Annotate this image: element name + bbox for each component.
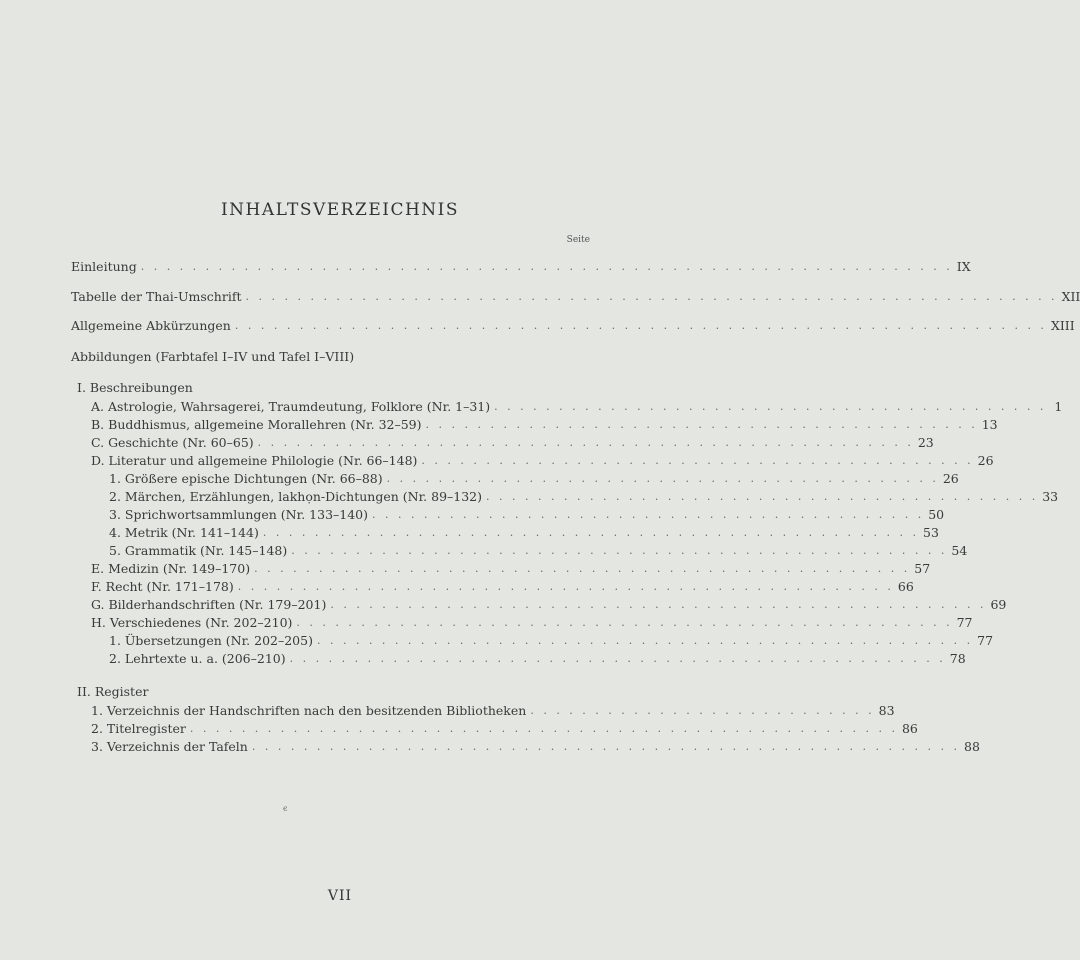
toc-entry[interactable]: [71, 289, 1080, 305]
toc-entry[interactable]: [91, 703, 895, 719]
toc-page-number: 33: [1042, 489, 1059, 504]
toc-entry[interactable]: [91, 399, 1063, 415]
toc-page-number: 23: [917, 435, 934, 450]
leader-dots: . . . . . . . . . . . . . . . . . . . . . . . . . . . . . . . . . . . . . . . . . . . . . . . . . . .: [316, 634, 974, 647]
toc-entry[interactable]: [91, 579, 914, 595]
toc-page-number: 83: [878, 703, 895, 718]
leader-dots: . . . . . . . . . . . . . . . . . . . . . . . . . . . . . . . . . . . . . . . . . . . . . . . . . . .: [254, 562, 911, 575]
toc-entry[interactable]: [91, 615, 973, 631]
section-heading-register: II. Register: [77, 684, 149, 699]
toc-page-number: 50: [928, 507, 945, 522]
toc-entry-label: 2. Märchen, Erzählungen, lakhọn-Dichtungen (Nr. 89–132): [109, 489, 483, 504]
toc-entry[interactable]: [91, 417, 998, 433]
toc-page-number: 57: [914, 561, 931, 576]
seite-label: Seite: [566, 235, 590, 245]
toc-page-number: 77: [977, 633, 994, 648]
toc-entry-label: B. Buddhismus, allgemeine Morallehren (Nr. 32–59): [91, 417, 422, 432]
toc-page-number: 54: [951, 543, 968, 558]
toc-entry[interactable]: [91, 721, 918, 737]
toc-entry-label: 5. Grammatik (Nr. 145–148): [109, 543, 288, 558]
toc-page-number: 77: [956, 615, 973, 630]
page-title: INHALTSVERZEICHNIS: [220, 200, 460, 220]
toc-page-number: XIII: [1050, 318, 1075, 333]
leader-dots: . . . . . . . . . . . . . . . . . . . . . . . . . . .: [530, 704, 875, 717]
leader-dots: . . . . . . . . . . . . . . . . . . . . . . . . . . . . . . . . . . . . . . . . . . . . . . . . . . . . . . .: [251, 740, 961, 753]
toc-entry-label: C. Geschichte (Nr. 60–65): [91, 435, 254, 450]
toc-entry[interactable]: [109, 651, 966, 667]
toc-entry-label: 3. Verzeichnis der Tafeln: [91, 739, 248, 754]
toc-entry[interactable]: [109, 633, 994, 649]
leader-dots: . . . . . . . . . . . . . . . . . . . . . . . . . . . . . . . . . . . . . . . . . . . . . . . . . . . . . . . . . . . . . . .: [245, 290, 1058, 303]
toc-entry[interactable]: [91, 597, 1007, 613]
toc-entry[interactable]: [109, 525, 939, 541]
leader-dots: . . . . . . . . . . . . . . . . . . . . . . . . . . . . . . . . . . . . . . . . . . . . . . . . . . .: [257, 436, 914, 449]
leader-dots: . . . . . . . . . . . . . . . . . . . . . . . . . . . . . . . . . . . . . . . . . . . . . . . . . . .: [262, 526, 920, 539]
toc-entry[interactable]: [71, 318, 1075, 334]
toc-page-number: 1: [1054, 399, 1063, 414]
toc-entry[interactable]: [91, 435, 934, 451]
toc-page-number: IX: [956, 259, 971, 274]
toc-entry[interactable]: [109, 471, 959, 487]
leader-dots: . . . . . . . . . . . . . . . . . . . . . . . . . . . . . . . . . . . . . . . . . . . . . . . . . . .: [291, 544, 948, 557]
toc-page-number: 66: [897, 579, 914, 594]
toc-entry-label: 1. Größere epische Dichtungen (Nr. 66–88): [109, 471, 383, 486]
print-speck: ϵ: [283, 804, 288, 813]
section-heading-beschreibungen: I. Beschreibungen: [77, 380, 193, 395]
toc-page-number: 26: [942, 471, 959, 486]
toc-entry-label: E. Medizin (Nr. 149–170): [91, 561, 251, 576]
toc-entry-label: Allgemeine Abkürzungen: [71, 318, 231, 333]
leader-dots: . . . . . . . . . . . . . . . . . . . . . . . . . . . . . . . . . . . . . . . . . . . . . . . . . . .: [296, 616, 953, 629]
leader-dots: . . . . . . . . . . . . . . . . . . . . . . . . . . . . . . . . . . . . . . . . . . .: [494, 400, 1047, 413]
toc-entry[interactable]: [109, 543, 968, 559]
leader-dots: . . . . . . . . . . . . . . . . . . . . . . . . . . . . . . . . . . . . . . . . . . . . . . . . . . . . . . . . . . . . . . .: [140, 260, 953, 273]
toc-entry-label: 1. Verzeichnis der Handschriften nach den besitzenden Bibliotheken: [91, 703, 527, 718]
toc-page-number: 13: [981, 417, 998, 432]
leader-dots: . . . . . . . . . . . . . . . . . . . . . . . . . . . . . . . . . . . . . . . . . . .: [372, 508, 925, 521]
toc-entry-label: F. Recht (Nr. 171–178): [91, 579, 234, 594]
toc-page-number: 78: [949, 651, 966, 666]
page-folio: VII: [327, 888, 353, 904]
toc-page-number: 88: [964, 739, 980, 754]
leader-dots: . . . . . . . . . . . . . . . . . . . . . . . . . . . . . . . . . . . . . . . . . . .: [386, 472, 939, 485]
toc-entry-label: Tabelle der Thai-Umschrift: [71, 289, 242, 304]
toc-entry[interactable]: [109, 489, 1059, 505]
toc-entry[interactable]: [91, 561, 931, 577]
toc-entry-label: G. Bilderhandschriften (Nr. 179–201): [91, 597, 327, 612]
abbildungen-entry[interactable]: Abbildungen (Farbtafel I–IV und Tafel I–VIII): [71, 349, 355, 364]
toc-page-number: XII: [1061, 289, 1080, 304]
toc-entry-label: 1. Übersetzungen (Nr. 202–205): [109, 633, 313, 648]
leader-dots: . . . . . . . . . . . . . . . . . . . . . . . . . . . . . . . . . . . . . . . . . . .: [486, 490, 1039, 503]
toc-entry-label: 3. Sprichwortsammlungen (Nr. 133–140): [109, 507, 369, 522]
leader-dots: . . . . . . . . . . . . . . . . . . . . . . . . . . . . . . . . . . . . . . . . . . . . . . . . . . .: [237, 580, 894, 593]
toc-entry-label: 4. Metrik (Nr. 141–144): [109, 525, 259, 540]
toc-entry-label: Einleitung: [71, 259, 137, 274]
toc-entry-label: H. Verschiedenes (Nr. 202–210): [91, 615, 293, 630]
toc-entry-label: 2. Lehrtexte u. a. (206–210): [109, 651, 286, 666]
toc-entry[interactable]: [71, 259, 971, 275]
toc-entry-label: A. Astrologie, Wahrsagerei, Traumdeutung, Folklore (Nr. 1–31): [91, 399, 491, 414]
leader-dots: . . . . . . . . . . . . . . . . . . . . . . . . . . . . . . . . . . . . . . . . . . . . . . . . . . . . . . . . . . . . . . .: [234, 319, 1047, 332]
toc-page-number: 69: [990, 597, 1007, 612]
toc-entry[interactable]: [109, 507, 945, 523]
leader-dots: . . . . . . . . . . . . . . . . . . . . . . . . . . . . . . . . . . . . . . . . . . . . . . . . . . . . . . .: [189, 722, 898, 735]
toc-entry-label: D. Literatur und allgemeine Philologie (Nr. 66–148): [91, 453, 418, 468]
toc-entry[interactable]: [91, 453, 994, 469]
leader-dots: . . . . . . . . . . . . . . . . . . . . . . . . . . . . . . . . . . . . . . . . . . . . . . . . . . .: [289, 652, 946, 665]
leader-dots: . . . . . . . . . . . . . . . . . . . . . . . . . . . . . . . . . . . . . . . . . . .: [425, 418, 978, 431]
toc-entry-label: 2. Titelregister: [91, 721, 186, 736]
leader-dots: . . . . . . . . . . . . . . . . . . . . . . . . . . . . . . . . . . . . . . . . . . . . . . . . . . .: [330, 598, 987, 611]
toc-entry[interactable]: [91, 739, 980, 755]
toc-page-number: 86: [901, 721, 918, 736]
leader-dots: . . . . . . . . . . . . . . . . . . . . . . . . . . . . . . . . . . . . . . . . . . .: [421, 454, 974, 467]
toc-page-number: 26: [977, 453, 994, 468]
toc-page-number: 53: [923, 525, 939, 540]
